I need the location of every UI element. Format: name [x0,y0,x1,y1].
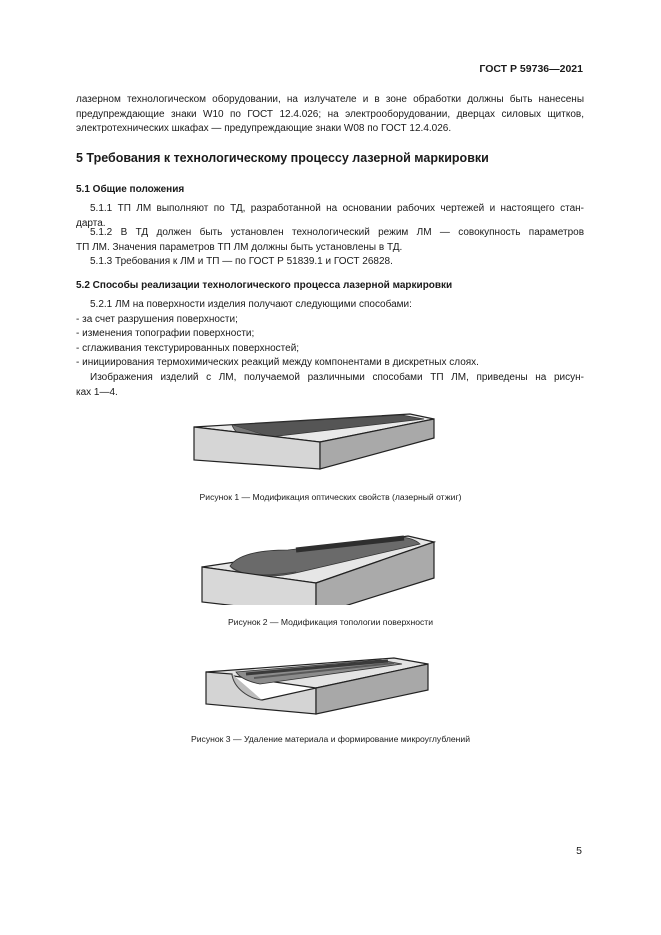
method-item: - сглаживания текстурированных поверхностей; [76,342,300,354]
method-item: - за счет разрушения поверхности; [76,313,238,325]
subsection-5-2-title: 5.2 Способы реализации технологического процесса лазерной маркировки [76,280,453,291]
images-line-2: ках 1—4. [76,386,118,398]
images-line-1: Изображения изделий с ЛМ, получаемой различными способами ТП ЛМ, приведены на рисун- [90,371,584,383]
paragraph-5-1-3: 5.1.3 Требования к ЛМ и ТП — по ГОСТ Р 51839.1 и ГОСТ 26828. [90,256,393,267]
intro-line-2: предупреждающие знаки W10 по ГОСТ 12.4.026; на электрооборудовании, дверцах силовых щитков, [76,108,584,120]
p511-line-1: 5.1.1 ТП ЛМ выполняют по ТД, разработанной на основании рабочих чертежей и настоящего стан- [90,203,584,214]
figure-2-caption: Рисунок 2 — Модификация топологии поверхности [227,617,434,627]
intro-paragraph [76,93,584,137]
figure-3-caption: Рисунок 3 — Удаление материала и формирование микроуглублений [191,734,470,744]
figure-1-image [0,400,661,485]
subsection-5-1-title: 5.1 Общие положения [76,184,185,195]
p512-line-2: ТП ЛМ. Значения параметров ТП ЛМ должны быть установлены в ТД. [76,241,403,253]
page-number: 5 [576,845,582,857]
document-header: ГОСТ Р 59736—2021 [479,63,583,75]
section-5-title: 5 Требования к технологическому процессу лазерной маркировки [76,151,489,165]
method-item: - инициирования термохимических реакций между компонентами в дискретных слоях. [76,357,479,369]
figure-2-image [0,520,661,605]
figure-3-image [0,648,661,723]
p521-line: 5.2.1 ЛМ на поверхности изделия получают следующими способами: [90,299,412,310]
paragraph-5-1-2 [76,226,584,255]
intro-line-3: электротехнических шкафах — предупреждающие знаки W08 по ГОСТ 12.4.026. [76,123,452,135]
method-item: - изменения топографии поверхности; [76,328,255,340]
paragraph-5-2-1 [76,298,584,400]
intro-line-1: лазерном технологическом оборудовании, на излучателе и в зоне обработки должны быть нанесены [76,94,584,105]
p511-line-2: дарта. [76,217,106,229]
p512-line-1: 5.1.2 В ТД должен быть установлен технологический режим ЛМ — совокупность параметров [90,227,584,238]
figure-1-caption: Рисунок 1 — Модификация оптических свойств (лазерный отжиг) [199,492,462,502]
